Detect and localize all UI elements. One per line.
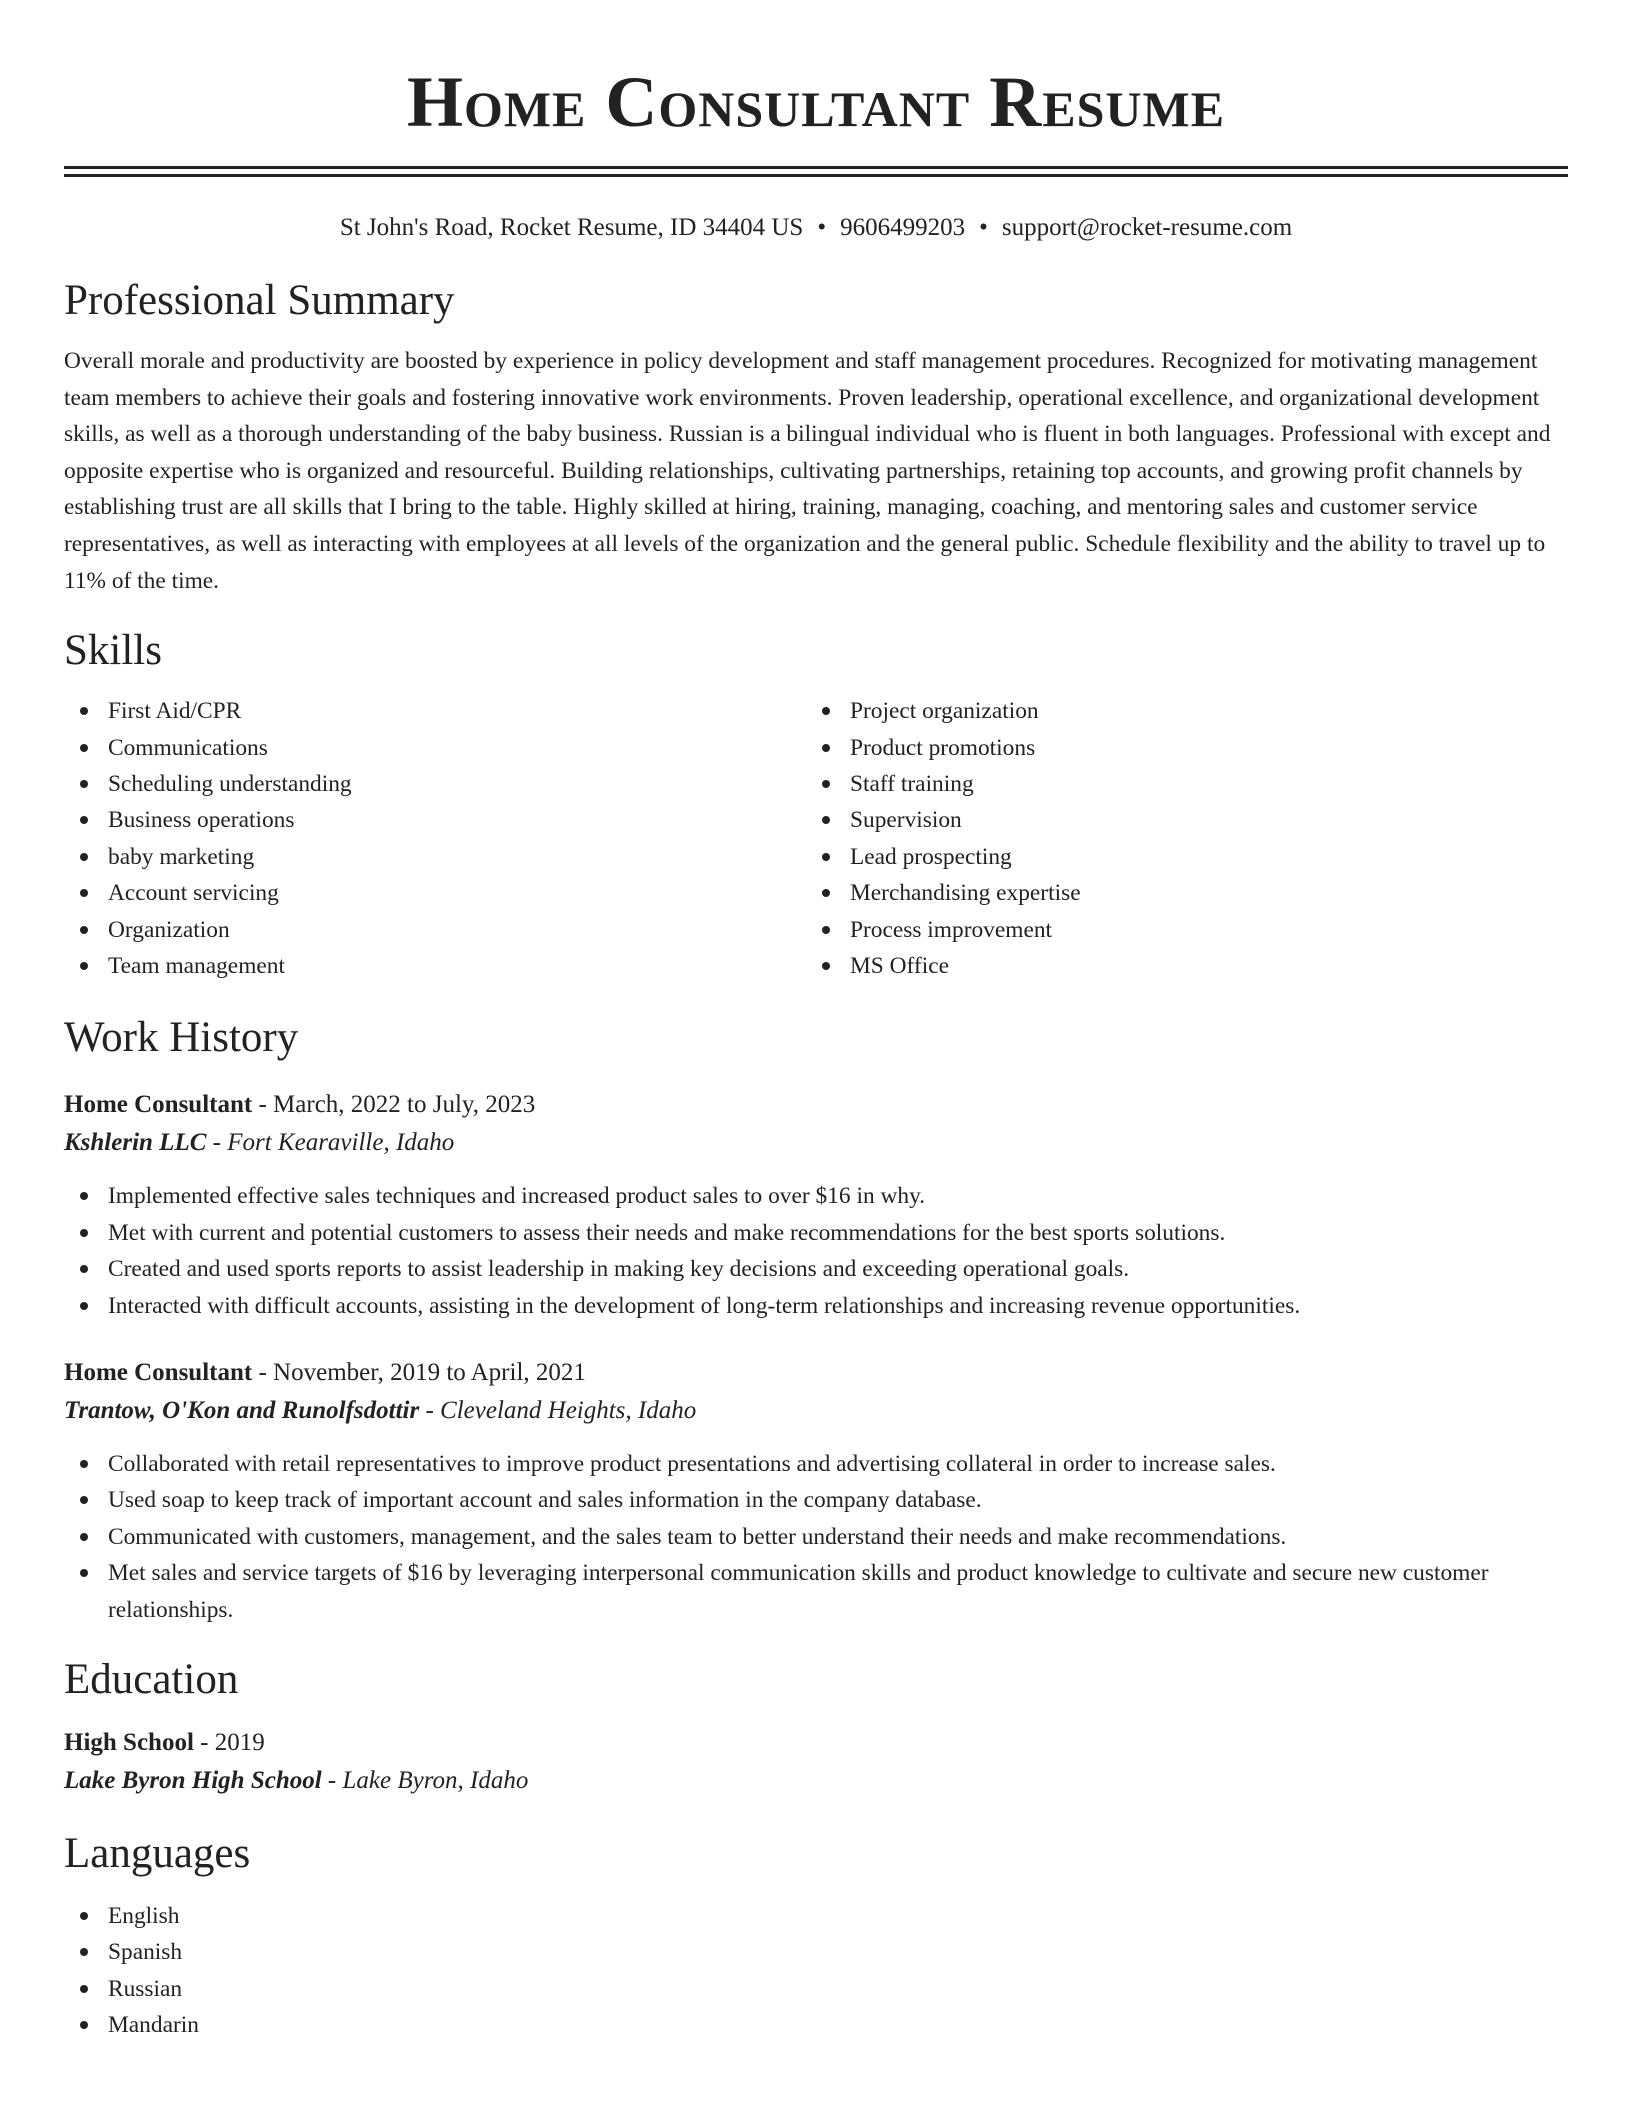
job-bullet-text: Created and used sports reports to assist leadership in making key decisions and exceeding operational goals. bbox=[108, 1256, 1130, 1283]
language-item bbox=[64, 1898, 1568, 1934]
bullet-dot-icon bbox=[80, 853, 88, 861]
summary-text: Overall morale and productivity are boosted by experience in policy development and staff management procedures. Recognized for motivating management team members to achieve their goals and fostering innovative work environments. Proven leadership, operational excellence, and organizational development skills, as well as a thorough understanding of the baby business. Russian is a bilingual individual who is fluent in both languages. Professional with except and opposite expertise who is organized and resourceful. Building relationships, cultivating partnerships, retaining top accounts, and growing profit channels by establishing trust are all skills that I bring to the table. Highly skilled at hiring, training, managing, coaching, and mentoring sales and customer service representatives, as well as interacting with employees at all levels of the organization and the general public. Schedule flexibility and the ability to travel up to 11% of the time. bbox=[64, 348, 1551, 594]
contact-line bbox=[64, 211, 1568, 245]
skill-item bbox=[806, 766, 1548, 802]
skill-label: Product promotions bbox=[850, 734, 1036, 761]
language-label: Spanish bbox=[108, 1939, 183, 1966]
job-bullet bbox=[64, 1178, 1568, 1214]
skill-label: MS Office bbox=[850, 953, 949, 979]
language-item bbox=[64, 1971, 1568, 2007]
skill-label: Project organization bbox=[850, 698, 1039, 725]
job-bullet bbox=[64, 1288, 1568, 1324]
education-year: 2019 bbox=[214, 1729, 265, 1757]
skill-label: Supervision bbox=[850, 807, 962, 834]
bullet-dot-icon bbox=[80, 1569, 88, 1577]
skill-label: Scheduling understanding bbox=[108, 770, 352, 797]
job-title-line: Home Consultant - November, 2019 to April, 2021 bbox=[64, 1359, 586, 1387]
job-dates: November, 2019 to April, 2021 bbox=[273, 1359, 586, 1387]
skill-item bbox=[64, 839, 806, 875]
skill-item bbox=[64, 948, 806, 984]
skill-item bbox=[806, 802, 1548, 838]
contact-email: support@rocket-resume.com bbox=[1001, 214, 1293, 241]
bullet-dot-icon bbox=[822, 853, 830, 861]
bullet-dot-icon bbox=[80, 962, 88, 970]
skill-label: Staff training bbox=[850, 770, 974, 797]
skills-grid bbox=[64, 693, 1568, 984]
work-history-section bbox=[64, 1010, 1568, 1628]
skill-label: First Aid/CPR bbox=[108, 698, 242, 725]
skill-item bbox=[806, 948, 1548, 984]
skill-item bbox=[64, 693, 806, 729]
job-bullet-text: Interacted with difficult accounts, assisting in the development of long-term relationships and increasing revenue opportunities. bbox=[108, 1292, 1301, 1319]
language-label: English bbox=[108, 1903, 180, 1930]
skill-label: Communications bbox=[108, 734, 268, 761]
bullet-dot-icon bbox=[822, 744, 830, 752]
education-heading: Education bbox=[64, 1656, 239, 1704]
bullet-dot-icon bbox=[80, 1229, 88, 1237]
skills-heading: Skills bbox=[64, 627, 162, 675]
language-item bbox=[64, 2007, 1568, 2043]
skill-label: Lead prospecting bbox=[850, 843, 1012, 870]
languages-list bbox=[64, 1898, 1568, 2044]
language-label: Mandarin bbox=[108, 2012, 199, 2039]
work-history-heading: Work History bbox=[64, 1014, 299, 1062]
title-double-rule bbox=[64, 166, 1568, 177]
contact-separator: • bbox=[817, 214, 827, 241]
skill-label: Team management bbox=[108, 953, 285, 979]
bullet-dot-icon bbox=[80, 744, 88, 752]
education-school-line: Lake Byron High School - Lake Byron, Idaho bbox=[64, 1767, 529, 1795]
bullet-dot-icon bbox=[822, 926, 830, 934]
bullet-dot-icon bbox=[822, 707, 830, 715]
skill-label: baby marketing bbox=[108, 843, 255, 870]
job-bullets bbox=[64, 1178, 1568, 1324]
skill-label: Merchandising expertise bbox=[850, 880, 1081, 907]
job-dates: March, 2022 to July, 2023 bbox=[273, 1091, 536, 1119]
job-company-line: Kshlerin LLC - Fort Kearaville, Idaho bbox=[64, 1129, 455, 1157]
education-degree-line: High School - 2019 bbox=[64, 1729, 265, 1757]
skills-list-right bbox=[806, 693, 1548, 984]
bullet-dot-icon bbox=[80, 1265, 88, 1273]
education-section bbox=[64, 1652, 1568, 1800]
bullet-dot-icon bbox=[80, 1912, 88, 1920]
bullet-dot-icon bbox=[80, 1985, 88, 1993]
bullet-dot-icon bbox=[80, 889, 88, 897]
languages-heading: Languages bbox=[64, 1830, 251, 1878]
job-company: Kshlerin LLC bbox=[64, 1129, 207, 1157]
skill-label: Process improvement bbox=[850, 916, 1053, 943]
job-bullet-text: Met with current and potential customers to assess their needs and make recommendations for the best sports solutions. bbox=[108, 1219, 1226, 1246]
job-title-line: Home Consultant - March, 2022 to July, 2023 bbox=[64, 1091, 536, 1119]
job-bullet bbox=[64, 1251, 1568, 1287]
bullet-dot-icon bbox=[80, 816, 88, 824]
bullet-dot-icon bbox=[822, 780, 830, 788]
bullet-dot-icon bbox=[80, 780, 88, 788]
skill-item bbox=[806, 875, 1548, 911]
education-location: Lake Byron, Idaho bbox=[342, 1767, 529, 1795]
job-bullets bbox=[64, 1446, 1568, 1628]
skill-item bbox=[64, 875, 806, 911]
resume-title: Home Consultant Resume bbox=[406, 62, 1226, 142]
bullet-dot-icon bbox=[80, 1192, 88, 1200]
skills-list-left bbox=[64, 693, 806, 984]
job-bullet bbox=[64, 1215, 1568, 1251]
skills-section bbox=[64, 623, 1568, 984]
skill-item bbox=[64, 766, 806, 802]
summary-heading: Professional Summary bbox=[64, 277, 455, 324]
job-location: Fort Kearaville, Idaho bbox=[227, 1129, 455, 1157]
bullet-dot-icon bbox=[80, 1302, 88, 1310]
contact-address: St John's Road, Rocket Resume, ID 34404 US bbox=[339, 214, 804, 241]
languages-section bbox=[64, 1826, 1568, 2044]
job-location: Cleveland Heights, Idaho bbox=[440, 1397, 697, 1425]
job-title: Home Consultant bbox=[64, 1359, 253, 1387]
skill-label: Account servicing bbox=[108, 880, 279, 907]
skill-item bbox=[806, 912, 1548, 948]
job-title: Home Consultant bbox=[64, 1091, 253, 1119]
skill-item bbox=[64, 802, 806, 838]
skill-item bbox=[806, 839, 1548, 875]
bullet-dot-icon bbox=[80, 1460, 88, 1468]
bullet-dot-icon bbox=[80, 1948, 88, 1956]
language-item bbox=[64, 1934, 1568, 1970]
job-bullet-text: Met sales and service targets of $16 by leveraging interpersonal communication skills and product knowledge to cultivate and secure new customer relationships. bbox=[108, 1560, 1489, 1623]
job-bullet-text: Implemented effective sales techniques and increased product sales to over $16 in why. bbox=[108, 1183, 926, 1210]
contact-phone: 9606499203 bbox=[840, 214, 966, 241]
bullet-dot-icon bbox=[80, 1533, 88, 1541]
job-entry bbox=[64, 1086, 1568, 1324]
bullet-dot-icon bbox=[80, 707, 88, 715]
skill-label: Business operations bbox=[108, 807, 295, 834]
language-label: Russian bbox=[108, 1975, 183, 2002]
skill-item bbox=[806, 730, 1548, 766]
job-bullet-text: Used soap to keep track of important account and sales information in the company database. bbox=[108, 1487, 982, 1514]
job-bullet-text: Communicated with customers, management, and the sales team to better understand their needs and make recommendations. bbox=[108, 1523, 1287, 1550]
job-entry bbox=[64, 1354, 1568, 1628]
bullet-dot-icon bbox=[80, 1496, 88, 1504]
skill-item bbox=[806, 693, 1548, 729]
bullet-dot-icon bbox=[822, 816, 830, 824]
summary-section bbox=[64, 273, 1568, 599]
contact-separator: • bbox=[979, 214, 988, 241]
education-entry bbox=[64, 1724, 1568, 1800]
education-degree: High School bbox=[64, 1729, 194, 1757]
job-bullet bbox=[64, 1482, 1568, 1518]
bullet-dot-icon bbox=[822, 962, 830, 970]
job-bullet-text: Collaborated with retail representatives to improve product presentations and advertising collateral in order to increase sales. bbox=[108, 1451, 1276, 1478]
bullet-dot-icon bbox=[80, 926, 88, 934]
skill-item bbox=[64, 912, 806, 948]
job-bullet bbox=[64, 1446, 1568, 1482]
job-bullet bbox=[64, 1555, 1568, 1628]
bullet-dot-icon bbox=[80, 2021, 88, 2029]
job-bullet bbox=[64, 1519, 1568, 1555]
job-company-line: Trantow, O'Kon and Runolfsdottir - Cleveland Heights, Idaho bbox=[64, 1397, 697, 1425]
bullet-dot-icon bbox=[822, 889, 830, 897]
skills-column-right bbox=[806, 693, 1548, 984]
job-company: Trantow, O'Kon and Runolfsdottir bbox=[64, 1397, 420, 1425]
skill-item bbox=[64, 730, 806, 766]
skills-column-left bbox=[64, 693, 806, 984]
education-school: Lake Byron High School bbox=[64, 1767, 322, 1795]
skill-label: Organization bbox=[108, 916, 230, 943]
